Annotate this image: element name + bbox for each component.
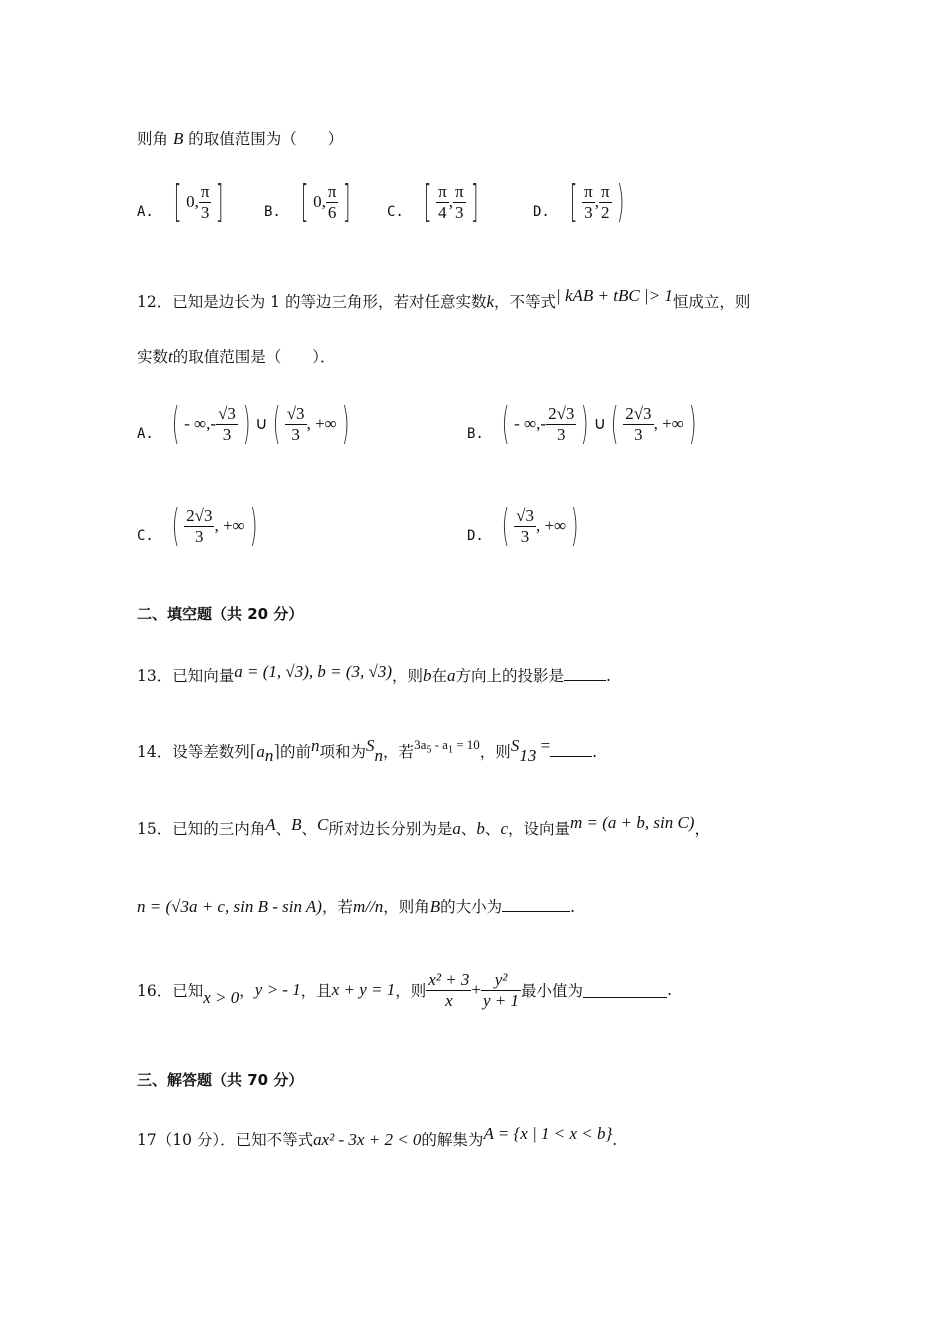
q12-option-d: D. ( $\frac{√3}{3}$ , +∞ ) — [467, 500, 579, 551]
q13: 13．已知向量a = (1, √3), b = (3, √3)，则b在a方向上的投影是 . — [137, 662, 611, 685]
q11-option-b: B. [ 0, $\frac{\pi}{6}$ ] — [264, 176, 351, 227]
q12-line2: 实数t的取值范围是（ ）． — [137, 347, 336, 366]
section-answer-title: 三、解答题（共 70 分） — [137, 1071, 304, 1089]
q12-line1: 12．已知是边长为 1 的等边三角形，若对任意实数k，不等式| kAB + tBC |> 1恒成立，则 — [137, 286, 751, 311]
q16: 16．已知 x > 0 ， y > - 1 ，且 x + y = 1 ，则 $\frac{\text{x² + 3}}{x}$ + $\frac{\text{y²}}{y + 1}$ 最小值为 . — [137, 970, 672, 1010]
q17: 17（10 分）．已知不等式ax² - 3x + 2 < 0的解集为A = {x | 1 < x < b}. — [137, 1124, 618, 1149]
q11-option-a: A. [ 0, $\frac{\pi}{3}$ ] — [137, 176, 224, 227]
q12-option-b: B. ( - ∞,- $\frac{2√3}{3}$ ) ∪ ( $\frac{2√3}{3}$ , +∞ ) — [467, 398, 697, 449]
q16-answer-blank[interactable] — [583, 983, 667, 998]
q11-stem: 则角 B 的取值范围为（ ） — [137, 129, 344, 148]
q15-line2: n = (√3a + c, sin B - sin A)，若m//n，则角B的大小为 . — [137, 897, 576, 916]
q15-answer-blank[interactable] — [502, 897, 570, 912]
q14-answer-blank[interactable] — [550, 742, 592, 757]
q12-option-c: C. ( $\frac{2√3}{3}$ , +∞ ) — [137, 500, 258, 551]
q11-option-c: C. [ $\frac{\pi}{4}$ , $\frac{\pi}{3}$ ] — [387, 176, 479, 227]
q15-line1: 15．已知的三内角A、B、C所对边长分别为是a、b、c，设向量m = (a + b, sin C)， — [137, 813, 710, 838]
section-fill-in-title: 二、填空题（共 20 分） — [137, 605, 304, 623]
q11-option-d: D. [ $\frac{\pi}{3}$ , $\frac{\pi}{2}$ ) — [533, 176, 625, 227]
q12-option-a: A. ( - ∞,- $\frac{√3}{3}$ ) ∪ ( $\frac{√3}{3}$ , +∞ ) — [137, 398, 350, 449]
q14: 14．设等差数列$⌈a_n⌉$的前n项和为$S_n$，若$^{3a_5 - a_1 = 10}$，则$S_{13}$ = . — [137, 736, 598, 766]
q13-answer-blank[interactable] — [564, 666, 606, 681]
